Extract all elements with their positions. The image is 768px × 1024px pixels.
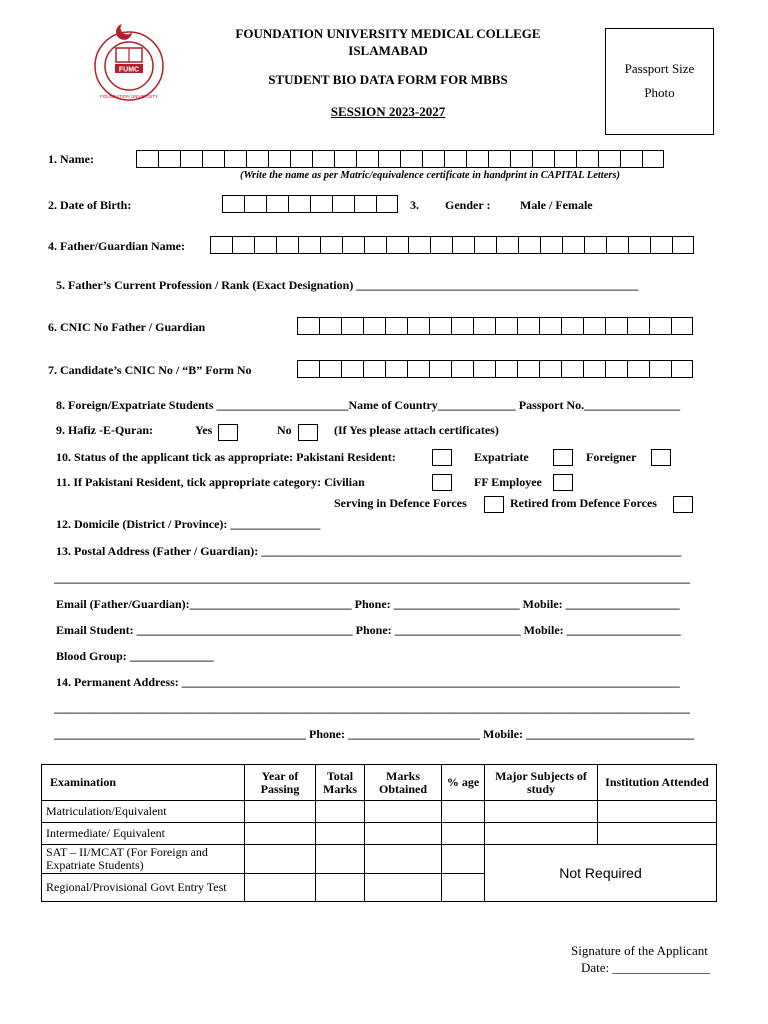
table-cell[interactable]: [365, 874, 442, 902]
row-label-intermediate: Intermediate/ Equivalent: [42, 823, 245, 845]
signature-label: Signature of the Applicant: [571, 943, 708, 958]
header-percentage: % age: [442, 765, 485, 801]
table-cell[interactable]: [485, 801, 598, 823]
table-row: [42, 823, 717, 845]
logo-text: FUMC: [118, 66, 140, 74]
dob-boxes[interactable]: [222, 195, 398, 213]
header-institution: Institution Attended: [598, 765, 717, 801]
table-cell[interactable]: [365, 801, 442, 823]
table-cell[interactable]: [442, 823, 485, 845]
header-examination: Examination: [42, 765, 245, 801]
domicile-line[interactable]: 12. Domicile (District / Province): _______________: [56, 517, 321, 531]
header-marks-obtained: Marks Obtained: [365, 765, 442, 801]
date-line[interactable]: Date: _______________: [581, 960, 710, 975]
not-required-cell: Not Required: [485, 845, 717, 902]
cnic-father-label: 6. CNIC No Father / Guardian: [48, 320, 206, 334]
table-cell[interactable]: [365, 845, 442, 874]
table-cell[interactable]: [598, 801, 717, 823]
exam-table: [41, 764, 717, 902]
table-cell[interactable]: [442, 874, 485, 902]
foreigner-checkbox[interactable]: [651, 449, 671, 466]
profession-line[interactable]: 5. Father’s Current Profession / Rank (Exact Designation) _______________________________________________: [56, 278, 639, 292]
dob-label: 2. Date of Birth:: [48, 198, 132, 212]
row-label-sat: SAT – II/MCAT (For Foreign and Expatriate Students): [42, 845, 245, 874]
header-total-marks: Total Marks: [316, 765, 365, 801]
name-note: (Write the name as per Matric/equivalence certificate in handprint in CAPITAL Letters): [240, 170, 621, 181]
email-father-line[interactable]: Email (Father/Guardian):___________________________ Phone: _____________________ Mobile: ___________________: [56, 597, 680, 611]
status-label: 10. Status of the applicant tick as appropriate: Pakistani Resident:: [56, 450, 396, 464]
civilian-checkbox[interactable]: [432, 474, 452, 491]
permanent-address-blank-line[interactable]: __________________________________________________________________________________________________________: [54, 701, 690, 715]
name-boxes[interactable]: [136, 150, 664, 168]
hafiz-no-label: No: [277, 423, 292, 437]
permanent-address-line[interactable]: 14. Permanent Address: ___________________________________________________________________________________: [56, 675, 680, 689]
category-label: 11. If Pakistani Resident, tick appropriate category: Civilian: [56, 475, 365, 489]
father-name-label: 4. Father/Guardian Name:: [48, 239, 185, 253]
row-label-entry-test: Regional/Provisional Govt Entry Test: [42, 874, 245, 902]
form-title: STUDENT BIO DATA FORM FOR MBBS: [268, 72, 508, 87]
header-year: Year of Passing: [245, 765, 316, 801]
cnic-candidate-boxes[interactable]: [297, 360, 693, 378]
gender-label: Gender :: [445, 198, 491, 212]
name-label: 1. Name:: [48, 152, 94, 166]
pakistani-resident-checkbox[interactable]: [432, 449, 452, 466]
ff-employee-checkbox[interactable]: [553, 474, 573, 491]
session-label: SESSION 2023-2027: [330, 104, 446, 119]
header-major-subjects: Major Subjects of study: [485, 765, 598, 801]
college-logo: [92, 18, 166, 108]
expatriate-label: Expatriate: [474, 450, 529, 464]
table-cell[interactable]: [316, 823, 365, 845]
ff-employee-label: FF Employee: [474, 475, 542, 489]
gender-number: 3.: [410, 198, 419, 212]
email-student-line[interactable]: Email Student: ____________________________________ Phone: _____________________ Mobile: ___________________: [56, 623, 681, 637]
table-cell[interactable]: [245, 845, 316, 874]
table-cell[interactable]: [245, 823, 316, 845]
table-cell[interactable]: [316, 874, 365, 902]
photo-label-line1: Passport Size: [624, 61, 695, 76]
permanent-phone-line[interactable]: __________________________________________ Phone: ______________________ Mobile: ____________________________: [54, 727, 694, 741]
hafiz-label: 9. Hafiz -E-Quran:: [56, 423, 153, 437]
retired-defence-label: Retired from Defence Forces: [510, 496, 657, 510]
college-city: ISLAMABAD: [348, 43, 428, 58]
postal-address-blank-line[interactable]: __________________________________________________________________________________________________________: [54, 571, 690, 585]
postal-address-line[interactable]: 13. Postal Address (Father / Guardian): ______________________________________________________________________: [56, 544, 682, 558]
retired-defence-checkbox[interactable]: [673, 496, 693, 513]
cnic-father-boxes[interactable]: [297, 317, 693, 335]
hafiz-yes-checkbox[interactable]: [218, 424, 238, 441]
hafiz-yes-label: Yes: [195, 423, 213, 437]
passport-photo-box[interactable]: [605, 28, 714, 135]
table-cell[interactable]: [442, 801, 485, 823]
table-row: [42, 801, 717, 823]
table-cell[interactable]: [245, 801, 316, 823]
serving-defence-label: Serving in Defence Forces: [334, 496, 467, 510]
hafiz-no-checkbox[interactable]: [298, 424, 318, 441]
photo-label-line2: Photo: [644, 85, 675, 100]
expatriate-checkbox[interactable]: [553, 449, 573, 466]
table-cell[interactable]: [316, 801, 365, 823]
table-cell[interactable]: [316, 845, 365, 874]
father-name-boxes[interactable]: [210, 236, 694, 254]
logo-ring-text: FOUNDATION UNIVERSITY: [100, 94, 158, 99]
foreign-student-line[interactable]: 8. Foreign/Expatriate Students ______________________Name of Country_____________ Passport No.________________: [56, 398, 681, 412]
blood-group-line[interactable]: Blood Group: ______________: [56, 649, 214, 663]
table-cell[interactable]: [485, 823, 598, 845]
foreigner-label: Foreigner: [586, 450, 637, 464]
table-row: [42, 845, 717, 874]
hafiz-note: (If Yes please attach certificates): [334, 423, 499, 437]
serving-defence-checkbox[interactable]: [484, 496, 504, 513]
exam-table-header-row: [42, 765, 717, 801]
gender-options[interactable]: Male / Female: [520, 198, 593, 212]
table-cell[interactable]: [245, 874, 316, 902]
cnic-candidate-label: 7. Candidate’s CNIC No / “B” Form No: [48, 363, 252, 377]
table-cell[interactable]: [365, 823, 442, 845]
college-name: FOUNDATION UNIVERSITY MEDICAL COLLEGE: [235, 26, 541, 41]
table-cell[interactable]: [442, 845, 485, 874]
table-cell[interactable]: [598, 823, 717, 845]
row-label-matric: Matriculation/Equivalent: [42, 801, 245, 823]
